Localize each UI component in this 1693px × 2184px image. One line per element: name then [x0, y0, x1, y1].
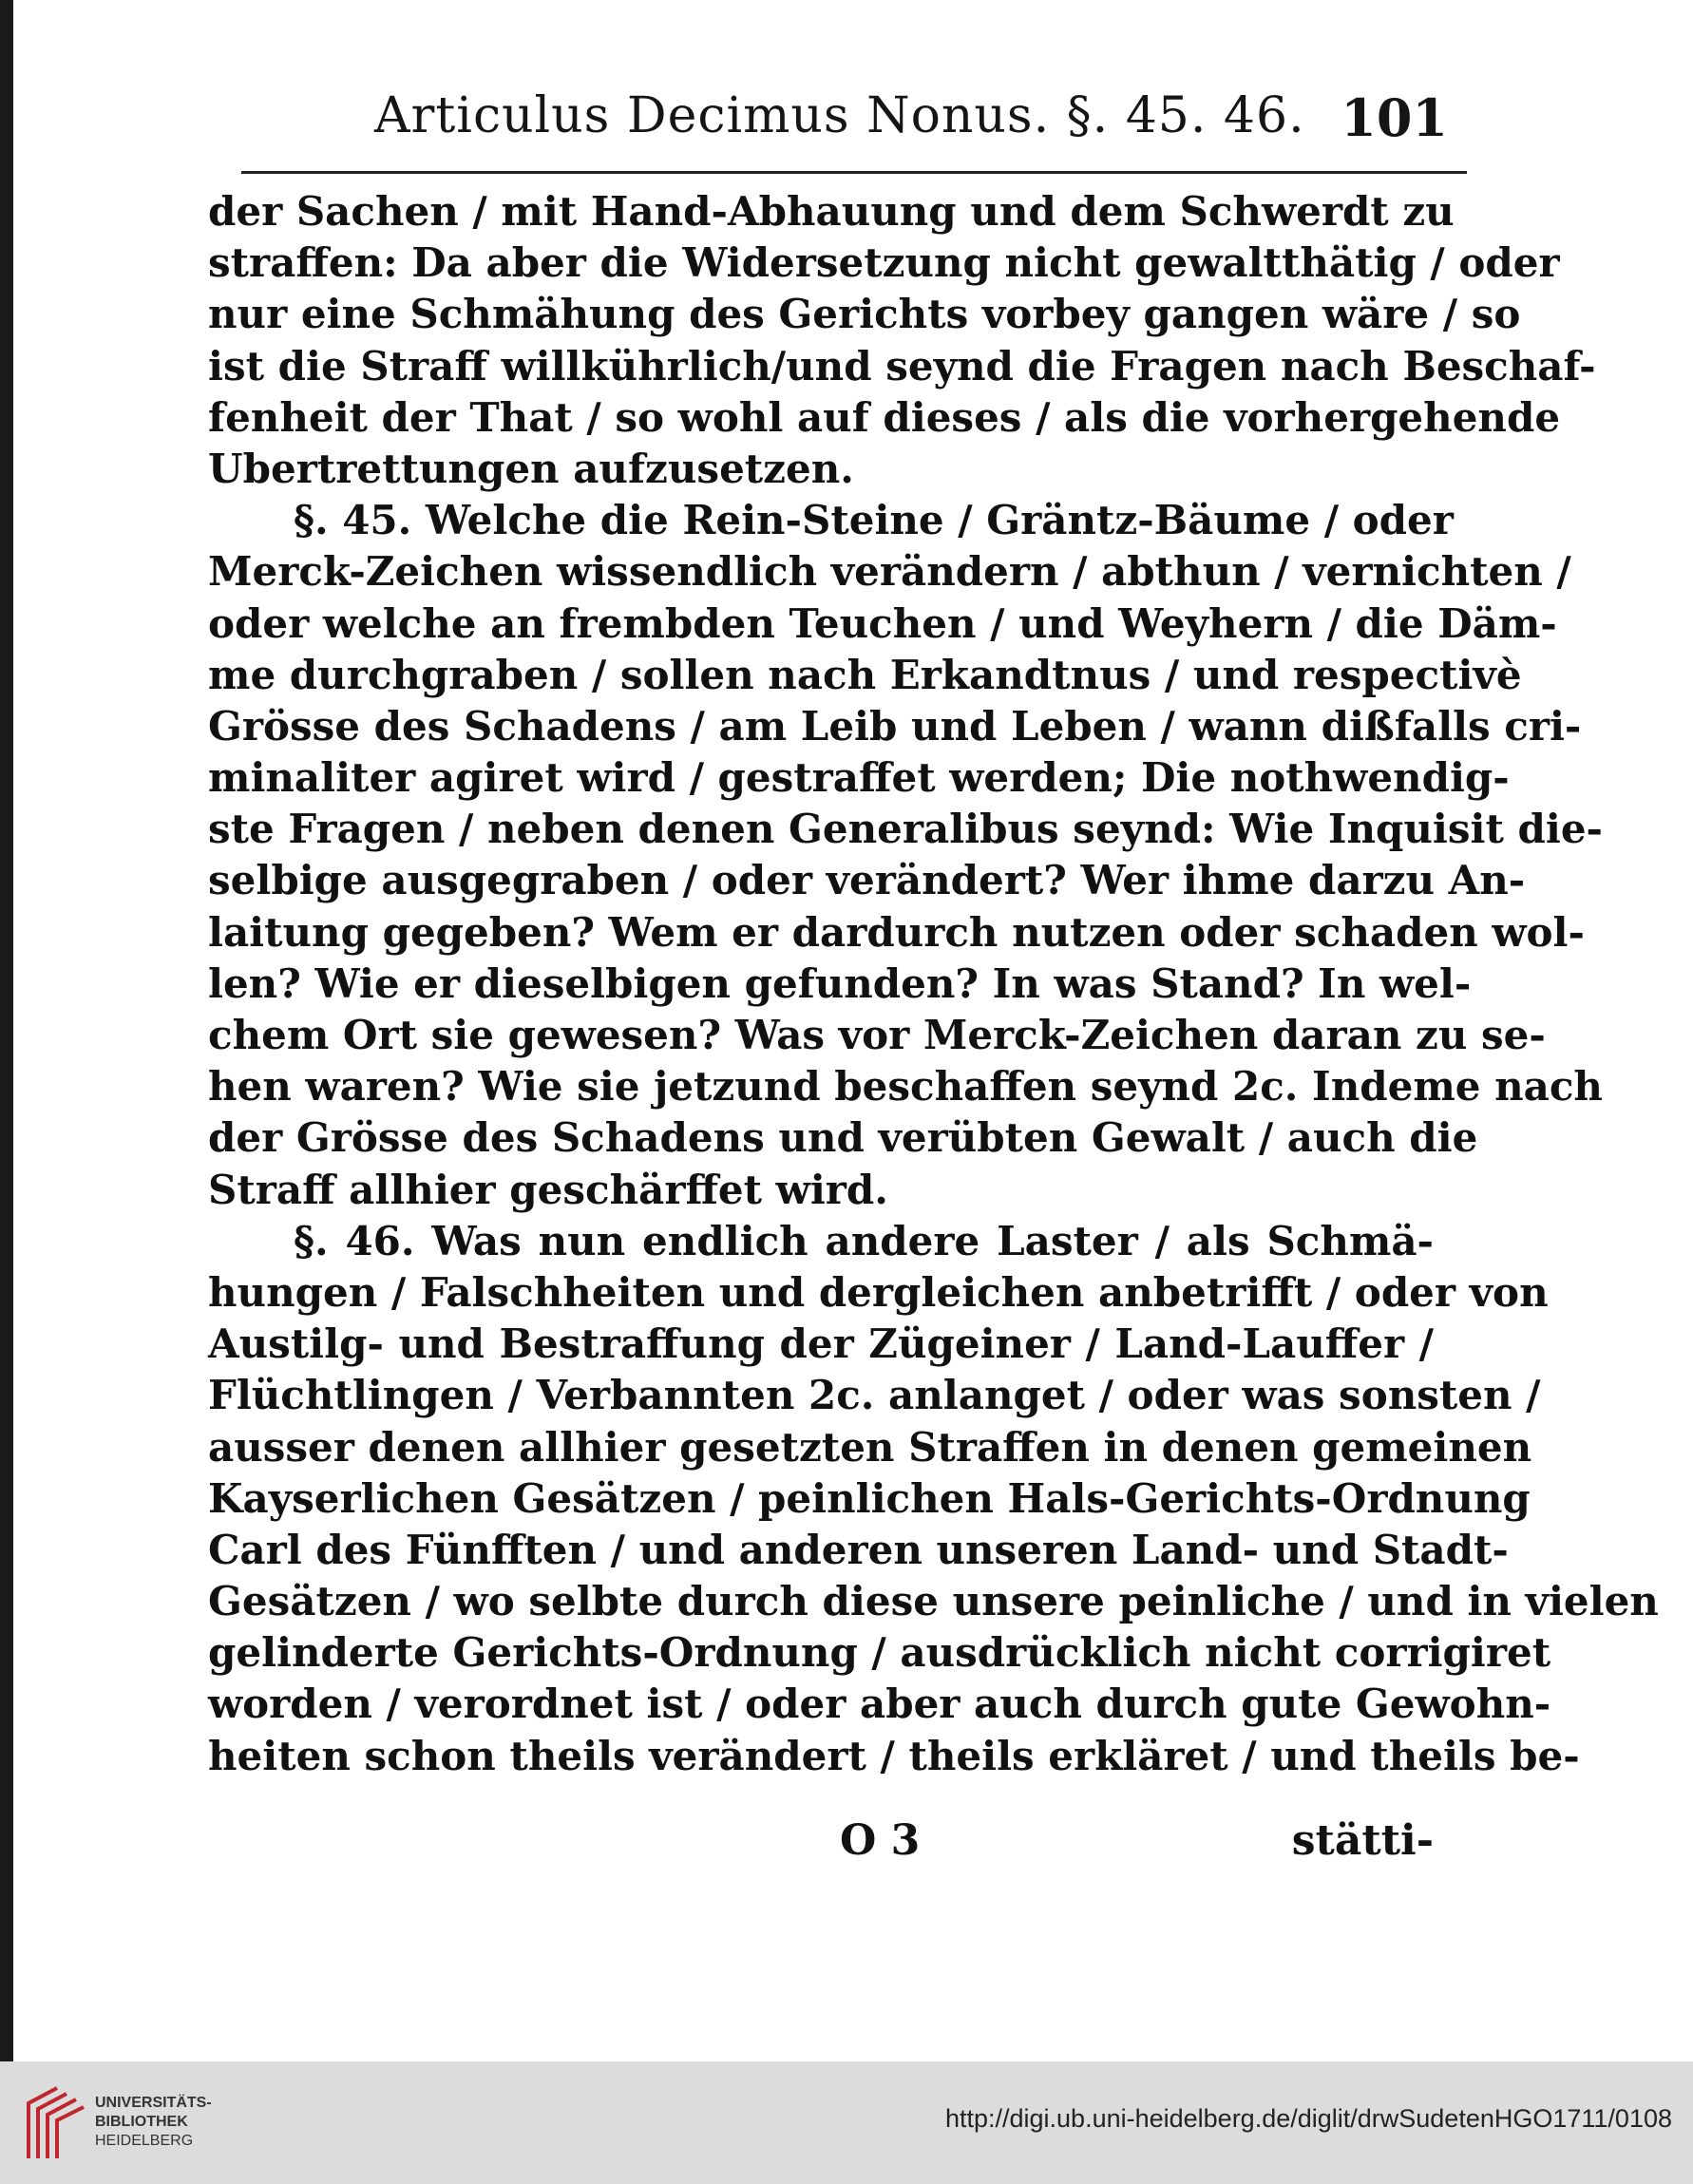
section-45-heading-line: §. 45. Welche die Rein-Steine / Gräntz-Bäume / oder — [294, 497, 1454, 544]
source-url-link[interactable]: http://digi.ub.uni-heidelberg.de/diglit/drwSudetenHGO1711/0108 — [944, 2104, 1672, 2133]
text-line: straffen: Da aber die Widersetzung nicht gewaltthätig / oder — [208, 239, 1560, 287]
text-line: ausser denen allhier gesetzten Straffen in denen gemeinen — [208, 1423, 1532, 1471]
text-line: Flüchtlingen / Verbannten 2c. anlanget / oder was sonsten / — [208, 1372, 1541, 1419]
library-name-line: BIBLIOTHEK — [95, 2114, 188, 2130]
text-line: ste Fragen / neben denen Generalibus seynd: Wie Inquisit die- — [208, 806, 1603, 853]
text-line: worden / verordnet ist / oder aber auch durch gute Gewohn- — [208, 1681, 1551, 1728]
text-line: oder welche an frembden Teuchen / und Weyhern / die Däm- — [208, 599, 1557, 647]
text-line: Carl des Fünfften / und anderen unseren Land- und Stadt- — [208, 1526, 1509, 1573]
text-line: len? Wie er dieselbigen gefunden? In was Stand? In wel- — [208, 959, 1472, 1007]
text-line: Gesätzen / wo selbte durch diese unsere peinliche / und in vielen — [208, 1578, 1659, 1625]
text-line: der Grösse des Schadens und verübten Gewalt / auch die — [208, 1114, 1478, 1162]
text-line: Straff allhier geschärffet wird. — [208, 1166, 888, 1213]
library-name-line: UNIVERSITÄTS- — [95, 2095, 212, 2111]
text-line: Merck-Zeichen wissendlich verändern / abthun / vernichten / — [208, 548, 1571, 596]
running-head — [374, 87, 1448, 163]
text-line: Ubertrettungen aufzusetzen. — [208, 445, 854, 492]
text-line: fenheit der That / so wohl auf dieses / als die vorhergehende — [208, 393, 1561, 441]
text-line: Austilg- und Bestraffung der Zügeiner / Land-Lauffer / — [208, 1320, 1434, 1368]
scan-edge — [0, 0, 13, 2061]
text-line: Grösse des Schadens / am Leib und Leben / wann dißfalls cri- — [208, 702, 1582, 750]
text-line: me durchgraben / sollen nach Erkandtnus / und respectivè — [208, 651, 1522, 698]
text-line: der Sachen / mit Hand-Abhauung und dem Schwerdt zu — [208, 188, 1455, 235]
text-line: laitung gegeben? Wem er dardurch nutzen oder schaden wol- — [208, 908, 1585, 956]
page-number: 101 — [1341, 87, 1448, 148]
text-line: gelinderte Gerichts-Ordnung / ausdrücklich nicht corrigiret — [208, 1629, 1551, 1677]
book-page — [13, 0, 1693, 2061]
text-line: hungen / Falschheiten und dergleichen anbetrifft / oder von — [208, 1268, 1549, 1316]
running-title: Articulus Decimus Nonus. §. 45. 46. — [374, 87, 1305, 144]
text-line: hen waren? Wie sie jetzund beschaffen seynd 2c. Indeme nach — [208, 1063, 1603, 1111]
body-text — [208, 186, 1659, 1782]
signature-mark: O 3 — [840, 1816, 921, 1865]
viewer-footer — [0, 2061, 1693, 2184]
page-foot — [208, 1816, 1434, 1873]
text-line: selbige ausgegraben / oder verändert? Wer ihme darzu An- — [208, 857, 1526, 904]
text-line: ist die Straff willkührlich/und seynd die Fragen nach Beschaf- — [208, 342, 1596, 389]
text-line: heiten schon theils verändert / theils erkläret / und theils be- — [208, 1732, 1580, 1779]
text-line: minaliter agiret wird / gestraffet werden; Die nothwendig- — [208, 754, 1510, 802]
header-rule — [241, 171, 1467, 174]
library-name-line: HEIDELBERG — [95, 2133, 194, 2149]
library-logo-icon — [19, 2082, 91, 2162]
catchword: stätti- — [1291, 1816, 1434, 1865]
text-line: chem Ort sie gewesen? Was vor Merck-Zeichen daran zu se- — [208, 1012, 1546, 1058]
text-line: Kayserlichen Gesätzen / peinlichen Hals-Gerichts-Ordnung — [208, 1474, 1531, 1522]
library-name — [95, 2094, 212, 2151]
section-46-heading-line: §. 46. Was nun endlich andere Laster / als Schmä- — [294, 1217, 1434, 1264]
text-line: nur eine Schmähung des Gerichts vorbey gangen wäre / so — [208, 291, 1521, 338]
